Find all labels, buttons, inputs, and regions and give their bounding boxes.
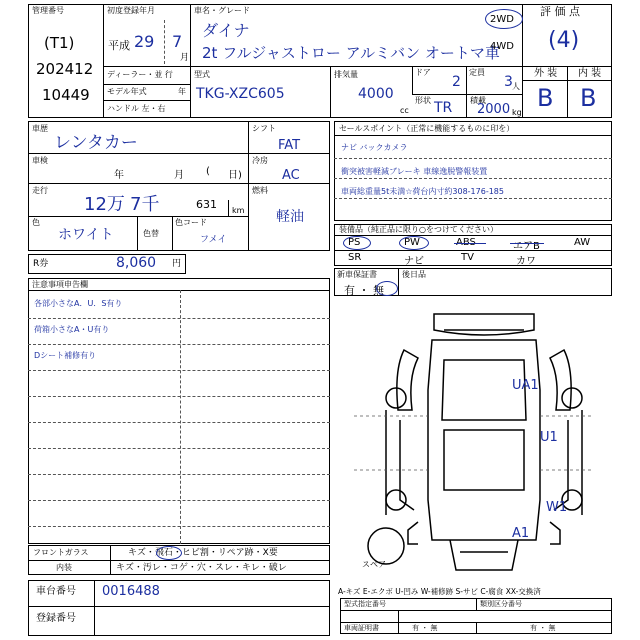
warranty-label: 新車保証書 [337,270,377,279]
load-value: 2000 [477,102,511,117]
equip-airbag: エアB [513,241,540,252]
displacement-unit: cc [400,106,409,115]
footer-class-number: 類別区分番号 [480,600,522,608]
note-item-1: 各部小さなA．U．S有り [34,299,123,308]
mgmt-number-3: 10449 [42,86,90,104]
damage-legend: A-キズ E-エクボ U-凹み W-補修跡 S-サビ C-腐食 XX-交換済 [338,587,541,596]
handle-label: ハンドル 左・右 [107,104,166,113]
notes-label: 注意事項申告欄 [32,280,88,289]
equip-ps-circle [343,236,371,250]
inspection-label: 車検 [32,156,48,165]
color-value: ホワイト [58,227,114,243]
mileage-sen: 7千 [130,194,160,215]
grade-label: 評 価 点 [540,5,580,18]
grade-ext-label: 外 装 [534,68,558,79]
shape-value: TR [434,100,453,116]
truck-diagram [334,300,612,580]
warranty-value: 有 ・ 無 [344,284,384,297]
equip-sr: SR [348,252,362,263]
inspection-day: 日) [228,170,242,181]
model-year-unit: 年 [178,87,186,96]
usage-value: レンタカー [54,133,138,153]
sales-label: セールスポイント（正常に機能するものに印を） [339,124,515,133]
reg-month-unit: 月 [180,53,190,63]
equip-label: 装備品（純正品に限り○をつけてください） [339,225,498,234]
mileage-unit: km [232,206,245,215]
recycle-value: 8,060 [116,255,157,271]
mileage-rest: 631 [196,198,217,211]
reg-era: 平成 [108,39,130,52]
chassis-value: 0016488 [102,584,160,599]
model-year-label: モデル年式 [107,87,147,96]
damage-mark-u1: U1 [540,430,558,445]
ac-value: AC [282,168,300,183]
footer-cert-value-b: 有 ・ 無 [530,624,556,632]
inspection-year: 年 [114,170,124,181]
equip-ps: PS [348,237,361,248]
sales-item-3: 車両総重量5t未満☆荷台内寸約308-176-185 [341,187,504,196]
fuel-value: 軽油 [276,209,304,225]
grade-score: (4) [548,28,580,53]
chassis-label: 車台番号 [36,586,76,597]
sales-item-2: 衝突被害軽減ブレーキ 車線逸脱警報装置 [341,167,488,176]
footer-cert-label: 車両証明書 [344,624,379,632]
inspection-open: ( [206,166,210,177]
mileage-label: 走行 [32,186,48,195]
sales-item-1: ナビ バックカメラ [341,143,408,152]
inspection-month: 月 [174,170,184,181]
mgmt-number-1: (T1) [44,34,75,52]
footer-cert-value-a: 有 ・ 無 [412,624,438,632]
windshield-text: キズ・飛石・ヒビ割・リペア跡・X要 [128,548,278,558]
warranty-selected-circle [376,281,398,296]
recycle-block [28,254,186,274]
load-unit: kg [512,108,522,117]
equip-airbag-strike [510,243,544,244]
spare-label: スペア [362,560,386,569]
car-grade: 2t フルジャストロー アルミバン オートマ車 [202,44,500,62]
doors-value: 2 [452,74,461,90]
reg-year: 29 [134,32,155,51]
shape-label: 形状 [415,96,431,105]
note-item-2: 荷箱小さなA・U有り [34,325,110,334]
color-code: フメイ [200,235,227,245]
car-name: ダイナ [202,21,250,40]
warranty-date-label: 後日品 [402,270,426,279]
usage-label: 車歴 [32,124,48,133]
grade-int: B [580,84,597,112]
drive-4wd: 4WD [490,41,514,52]
equip-pw: PW [404,237,420,248]
shift-value: FAT [278,138,301,153]
dealer-label: ディーラー・並 行 [107,70,173,79]
shift-label: シフト [252,124,276,133]
name-label: 車名・グレード [194,6,250,15]
fuel-label: 燃料 [252,186,268,195]
color-code-label: 色コード [175,218,207,227]
windshield-chip-circle [156,546,182,560]
displacement-label: 排気量 [334,70,358,79]
mgmt-number-2: 202412 [36,60,94,78]
note-item-3: Dシート補修有り [34,351,97,360]
capacity-label: 定員 [469,68,485,77]
grade-int-label: 内 装 [578,68,602,79]
color-label: 色 [32,218,40,227]
grade-ext: B [537,84,554,112]
equip-navi: ナビ [404,256,424,267]
windshield-label: フロントガラス [33,548,89,557]
displacement-value: 4000 [358,86,394,102]
drive-2wd: 2WD [490,14,514,25]
reg-label: 初度登録年月 [107,6,155,15]
equip-abs-strike [454,243,486,244]
model-label: 型式 [194,70,210,79]
drive-selected-circle [485,9,523,29]
equip-pw-circle [399,236,429,250]
mileage-man: 12万 [84,194,125,215]
damage-mark-a1: A1 [512,526,530,541]
equip-abs: ABS [456,237,476,248]
capacity-unit: 人 [512,82,520,91]
interior-label: 内装 [56,563,72,572]
capacity-value: 3 [504,74,513,90]
damage-mark-ua1: UA1 [512,378,539,393]
recycle-label: R券 [33,259,49,269]
interior-text: キズ・汚レ・コゲ・穴・スレ・キレ・破レ [116,563,287,573]
damage-mark-w1: W1 [546,500,568,515]
model-value: TKG-XZC605 [196,86,285,102]
recycle-unit: 円 [172,259,182,269]
doors-label: ドア [415,68,431,77]
regnum-label: 登録番号 [36,613,76,624]
mgmt-label: 管理番号 [32,6,64,15]
equip-aw: AW [574,237,591,248]
ac-label: 冷房 [252,156,268,165]
equip-tv: TV [461,252,474,263]
color-change-label: 色替 [143,229,159,238]
load-label: 積載 [470,96,486,105]
reg-month: 7 [172,32,183,51]
footer-type-number: 型式指定番号 [344,600,386,608]
equip-leather: カワ [516,256,536,267]
